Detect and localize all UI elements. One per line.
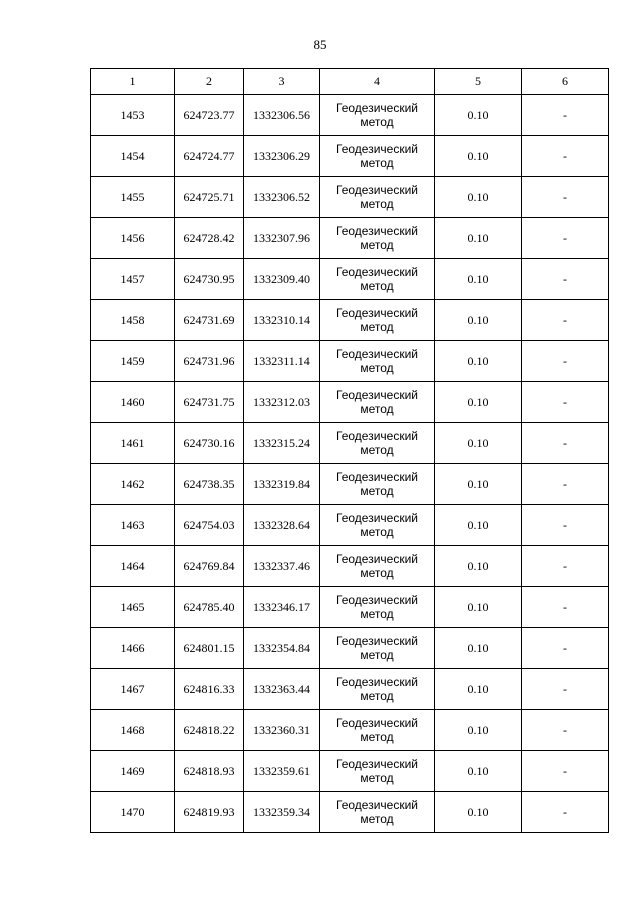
table-row: [91, 505, 609, 546]
accuracy-cell: 0.10: [435, 423, 522, 464]
method-line-2: метод: [360, 730, 394, 744]
x-coordinate-cell: 624816.33: [175, 669, 244, 710]
method-line-1: Геодезический: [336, 265, 418, 279]
method-line-1: Геодезический: [336, 388, 418, 402]
point-number-cell: 1465: [91, 587, 175, 628]
point-number-cell: 1464: [91, 546, 175, 587]
method-line-2: метод: [360, 156, 394, 170]
table-row: [91, 792, 609, 833]
table-row: [91, 710, 609, 751]
note-cell: -: [522, 628, 609, 669]
x-coordinate-cell: 624724.77: [175, 136, 244, 177]
x-coordinate-cell: 624723.77: [175, 95, 244, 136]
method-line-1: Геодезический: [336, 593, 418, 607]
point-number-cell: 1468: [91, 710, 175, 751]
table-row: [91, 95, 609, 136]
table-row: [91, 587, 609, 628]
note-cell: -: [522, 177, 609, 218]
method-cell: [320, 710, 435, 751]
note-cell: -: [522, 669, 609, 710]
x-coordinate-cell: 624769.84: [175, 546, 244, 587]
y-coordinate-cell: 1332312.03: [244, 382, 320, 423]
x-coordinate-cell: 624818.93: [175, 751, 244, 792]
table-row: [91, 669, 609, 710]
method-line-1: Геодезический: [336, 183, 418, 197]
accuracy-cell: 0.10: [435, 628, 522, 669]
table-header: [91, 69, 609, 95]
point-number-cell: 1458: [91, 300, 175, 341]
note-cell: -: [522, 136, 609, 177]
column-header: 5: [435, 69, 522, 95]
y-coordinate-cell: 1332359.61: [244, 751, 320, 792]
method-cell: [320, 136, 435, 177]
method-line-1: Геодезический: [336, 757, 418, 771]
table-row: [91, 423, 609, 464]
method-line-2: метод: [360, 648, 394, 662]
method-cell: [320, 423, 435, 464]
note-cell: -: [522, 546, 609, 587]
method-line-1: Геодезический: [336, 306, 418, 320]
accuracy-cell: 0.10: [435, 177, 522, 218]
method-line-2: метод: [360, 812, 394, 826]
y-coordinate-cell: 1332360.31: [244, 710, 320, 751]
method-line-2: метод: [360, 607, 394, 621]
x-coordinate-cell: 624754.03: [175, 505, 244, 546]
method-line-1: Геодезический: [336, 429, 418, 443]
y-coordinate-cell: 1332354.84: [244, 628, 320, 669]
table-row: [91, 546, 609, 587]
x-coordinate-cell: 624738.35: [175, 464, 244, 505]
x-coordinate-cell: 624730.95: [175, 259, 244, 300]
y-coordinate-cell: 1332309.40: [244, 259, 320, 300]
y-coordinate-cell: 1332328.64: [244, 505, 320, 546]
y-coordinate-cell: 1332363.44: [244, 669, 320, 710]
y-coordinate-cell: 1332319.84: [244, 464, 320, 505]
accuracy-cell: 0.10: [435, 751, 522, 792]
accuracy-cell: 0.10: [435, 669, 522, 710]
table-row: [91, 177, 609, 218]
note-cell: -: [522, 792, 609, 833]
method-cell: [320, 669, 435, 710]
note-cell: -: [522, 505, 609, 546]
table-row: [91, 218, 609, 259]
point-number-cell: 1466: [91, 628, 175, 669]
method-cell: [320, 792, 435, 833]
x-coordinate-cell: 624728.42: [175, 218, 244, 259]
method-cell: [320, 546, 435, 587]
method-cell: [320, 505, 435, 546]
point-number-cell: 1470: [91, 792, 175, 833]
point-number-cell: 1469: [91, 751, 175, 792]
method-cell: [320, 95, 435, 136]
method-cell: [320, 751, 435, 792]
column-header: 6: [522, 69, 609, 95]
method-line-2: метод: [360, 566, 394, 580]
point-number-cell: 1462: [91, 464, 175, 505]
y-coordinate-cell: 1332310.14: [244, 300, 320, 341]
note-cell: -: [522, 300, 609, 341]
method-line-2: метод: [360, 689, 394, 703]
method-cell: [320, 259, 435, 300]
x-coordinate-cell: 624819.93: [175, 792, 244, 833]
y-coordinate-cell: 1332337.46: [244, 546, 320, 587]
method-cell: [320, 464, 435, 505]
method-line-1: Геодезический: [336, 511, 418, 525]
note-cell: -: [522, 218, 609, 259]
note-cell: -: [522, 423, 609, 464]
method-cell: [320, 177, 435, 218]
y-coordinate-cell: 1332306.52: [244, 177, 320, 218]
accuracy-cell: 0.10: [435, 341, 522, 382]
accuracy-cell: 0.10: [435, 792, 522, 833]
method-cell: [320, 218, 435, 259]
method-line-2: метод: [360, 238, 394, 252]
note-cell: -: [522, 587, 609, 628]
method-cell: [320, 628, 435, 669]
table-body: [91, 95, 609, 833]
point-number-cell: 1455: [91, 177, 175, 218]
note-cell: -: [522, 259, 609, 300]
accuracy-cell: 0.10: [435, 218, 522, 259]
table-row: [91, 751, 609, 792]
accuracy-cell: 0.10: [435, 710, 522, 751]
header-row: [91, 69, 609, 95]
accuracy-cell: 0.10: [435, 464, 522, 505]
table-row: [91, 259, 609, 300]
note-cell: -: [522, 382, 609, 423]
x-coordinate-cell: 624818.22: [175, 710, 244, 751]
method-line-1: Геодезический: [336, 142, 418, 156]
accuracy-cell: 0.10: [435, 382, 522, 423]
column-header: 2: [175, 69, 244, 95]
table-row: [91, 341, 609, 382]
method-line-1: Геодезический: [336, 347, 418, 361]
point-number-cell: 1467: [91, 669, 175, 710]
column-header: 4: [320, 69, 435, 95]
accuracy-cell: 0.10: [435, 259, 522, 300]
y-coordinate-cell: 1332346.17: [244, 587, 320, 628]
point-number-cell: 1460: [91, 382, 175, 423]
table-row: [91, 300, 609, 341]
method-cell: [320, 341, 435, 382]
method-line-2: метод: [360, 443, 394, 457]
x-coordinate-cell: 624731.96: [175, 341, 244, 382]
table-row: [91, 382, 609, 423]
point-number-cell: 1453: [91, 95, 175, 136]
accuracy-cell: 0.10: [435, 505, 522, 546]
accuracy-cell: 0.10: [435, 546, 522, 587]
table-row: [91, 136, 609, 177]
method-line-1: Геодезический: [336, 716, 418, 730]
x-coordinate-cell: 624731.69: [175, 300, 244, 341]
method-line-1: Геодезический: [336, 470, 418, 484]
note-cell: -: [522, 95, 609, 136]
table-row: [91, 628, 609, 669]
column-header: 1: [91, 69, 175, 95]
method-line-2: метод: [360, 361, 394, 375]
point-number-cell: 1463: [91, 505, 175, 546]
method-cell: [320, 382, 435, 423]
table-row: [91, 464, 609, 505]
method-line-1: Геодезический: [336, 798, 418, 812]
method-line-2: метод: [360, 320, 394, 334]
method-line-1: Геодезический: [336, 634, 418, 648]
method-line-1: Геодезический: [336, 101, 418, 115]
y-coordinate-cell: 1332315.24: [244, 423, 320, 464]
accuracy-cell: 0.10: [435, 95, 522, 136]
method-line-2: метод: [360, 484, 394, 498]
page-number: 85: [313, 37, 327, 52]
y-coordinate-cell: 1332311.14: [244, 341, 320, 382]
coordinates-table: [90, 68, 609, 833]
method-line-1: Геодезический: [336, 675, 418, 689]
x-coordinate-cell: 624730.16: [175, 423, 244, 464]
x-coordinate-cell: 624801.15: [175, 628, 244, 669]
x-coordinate-cell: 624731.75: [175, 382, 244, 423]
point-number-cell: 1461: [91, 423, 175, 464]
point-number-cell: 1457: [91, 259, 175, 300]
point-number-cell: 1459: [91, 341, 175, 382]
y-coordinate-cell: 1332359.34: [244, 792, 320, 833]
method-line-1: Геодезический: [336, 552, 418, 566]
x-coordinate-cell: 624725.71: [175, 177, 244, 218]
note-cell: -: [522, 751, 609, 792]
method-line-2: метод: [360, 402, 394, 416]
method-line-2: метод: [360, 525, 394, 539]
point-number-cell: 1456: [91, 218, 175, 259]
method-cell: [320, 587, 435, 628]
method-line-1: Геодезический: [336, 224, 418, 238]
point-number-cell: 1454: [91, 136, 175, 177]
method-cell: [320, 300, 435, 341]
accuracy-cell: 0.10: [435, 300, 522, 341]
note-cell: -: [522, 710, 609, 751]
method-line-2: метод: [360, 115, 394, 129]
y-coordinate-cell: 1332306.56: [244, 95, 320, 136]
y-coordinate-cell: 1332307.96: [244, 218, 320, 259]
column-header: 3: [244, 69, 320, 95]
method-line-2: метод: [360, 279, 394, 293]
x-coordinate-cell: 624785.40: [175, 587, 244, 628]
note-cell: -: [522, 464, 609, 505]
accuracy-cell: 0.10: [435, 587, 522, 628]
method-line-2: метод: [360, 197, 394, 211]
y-coordinate-cell: 1332306.29: [244, 136, 320, 177]
note-cell: -: [522, 341, 609, 382]
accuracy-cell: 0.10: [435, 136, 522, 177]
method-line-2: метод: [360, 771, 394, 785]
